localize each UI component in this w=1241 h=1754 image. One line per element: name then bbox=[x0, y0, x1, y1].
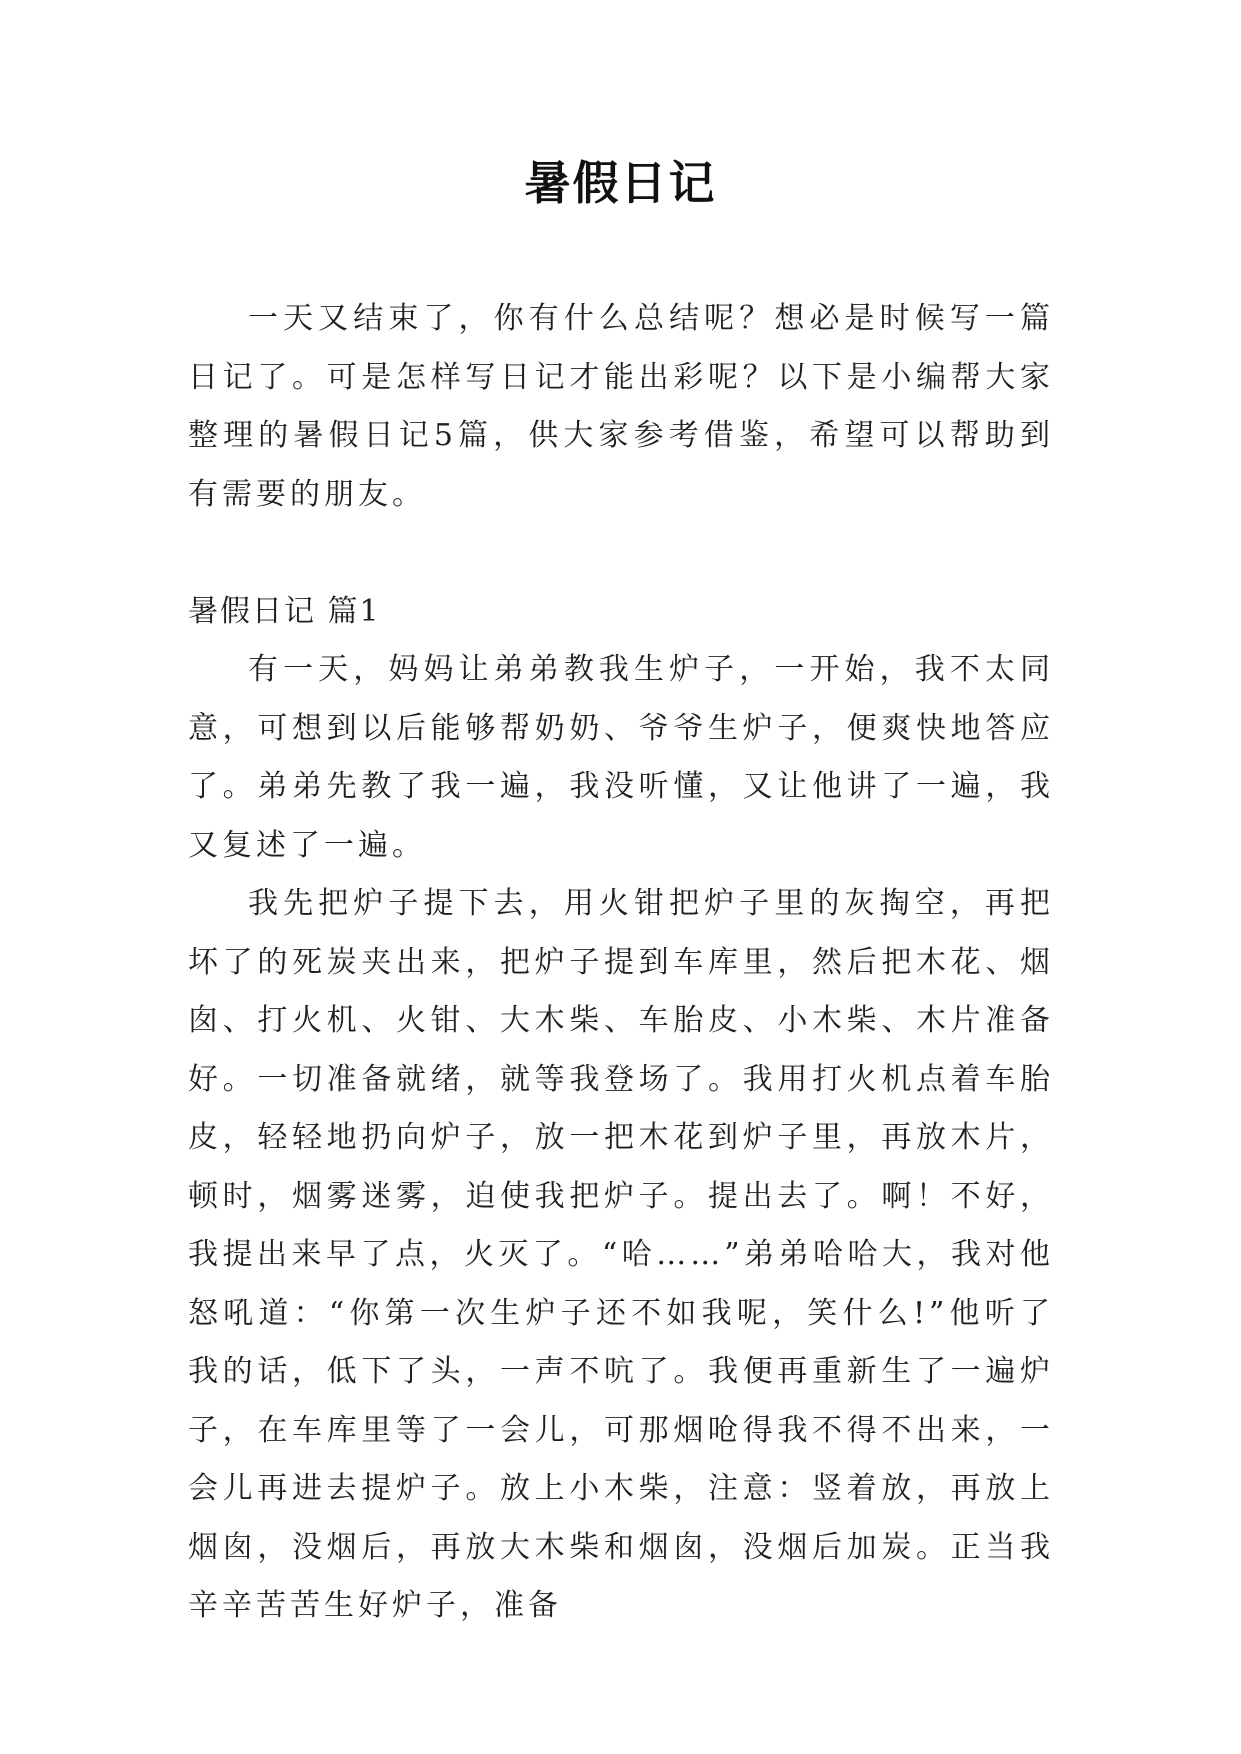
body-paragraph: 我先把炉子提下去，用火钳把炉子里的灰掏空，再把坏了的死炭夹出来，把炉子提到车库里，然后把木花、烟囱、打火机、火钳、大木柴、车胎皮、小木柴、木片准备好。一切准备就绪，就等我登场了。我用打火机点着车胎皮，轻轻地扔向炉子，放一把木花到炉子里，再放木片，顿时，烟雾迷雾，迫使我把炉子。提出去了。啊！不好，我提出来早了点，火灭了。“哈……”弟弟哈哈大，我对他怒吼道：“你第一次生炉子还不如我呢，笑什么!”他听了我的话，低下了头，一声不吭了。我便再重新生了一遍炉子，在车库里等了一会儿，可那烟呛得我不得不出来，一会儿再进去提炉子。放上小木柴，注意：竖着放，再放上烟囱，没烟后，再放大木柴和烟囱，没烟后加炭。正当我辛辛苦苦生好炉子，准备 bbox=[188, 886, 1054, 1623]
body-paragraph: 有一天，妈妈让弟弟教我生炉子，一开始，我不太同意，可想到以后能够帮奶奶、爷爷生炉子，便爽快地答应了。弟弟先教了我一遍，我没听懂，又让他讲了一遍，我又复述了一遍。 bbox=[188, 652, 1054, 863]
section-heading: 暑假日记 篇1 bbox=[188, 593, 381, 629]
document-body bbox=[188, 290, 1054, 1636]
page-title: 暑假日记 bbox=[524, 156, 717, 210]
intro-paragraph: 一天又结束了，你有什么总结呢？想必是时候写一篇日记了。可是怎样写日记才能出彩呢？以下是小编帮大家整理的暑假日记5篇，供大家参考借鉴，希望可以帮助到有需要的朋友。 bbox=[188, 301, 1054, 512]
